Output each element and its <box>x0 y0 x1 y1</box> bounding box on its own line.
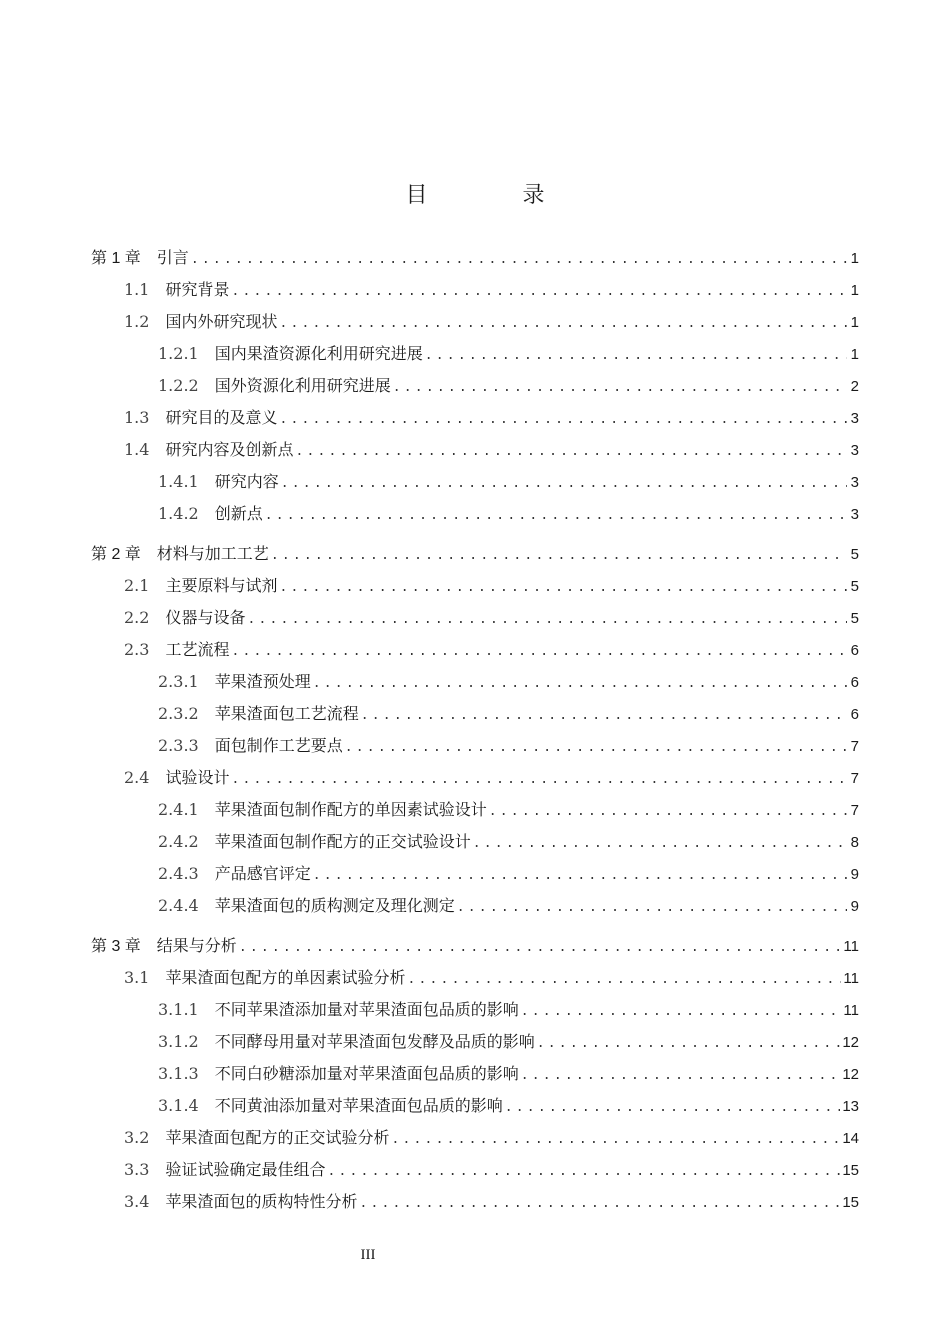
toc-entry-page: 5 <box>850 610 859 627</box>
toc-entry-page: 1 <box>850 282 859 299</box>
toc-entry-page: 9 <box>850 898 859 915</box>
toc-entry-page: 11 <box>843 938 859 955</box>
toc-entry-label: 苹果渣面包配方的单因素试验分析 <box>165 968 406 987</box>
toc-leader-dots <box>473 832 847 856</box>
toc-entry[interactable] <box>158 342 859 366</box>
toc-entry-label: 仪器与设备 <box>165 608 246 627</box>
toc-entry-number: 3.3 <box>124 1160 150 1179</box>
toc-entry-page: 3 <box>850 410 859 427</box>
toc-entry-number: 2.1 <box>124 576 150 595</box>
toc-entry-page: 15 <box>842 1162 859 1179</box>
toc-entry[interactable] <box>158 1062 859 1086</box>
toc-leader-dots <box>521 1000 842 1024</box>
toc-leader-dots <box>537 1032 841 1056</box>
toc-entry-page: 1 <box>850 314 859 331</box>
toc-entry[interactable] <box>124 966 859 990</box>
toc-entry[interactable] <box>158 830 859 854</box>
toc-entry-label: 国外资源化利用研究进展 <box>214 376 391 395</box>
toc-entry[interactable] <box>124 278 859 302</box>
toc-entry-page: 8 <box>850 834 859 851</box>
toc-leader-dots <box>231 640 847 664</box>
toc-entry[interactable] <box>124 574 859 598</box>
toc-leader-dots <box>361 704 847 728</box>
toc-entry-label: 不同白砂糖添加量对苹果渣面包品质的影响 <box>214 1064 519 1083</box>
toc-entry[interactable] <box>158 502 859 526</box>
toc-entry-label: 材料与加工工艺 <box>156 544 269 563</box>
toc-entry-number: 2.3.1 <box>158 672 199 691</box>
toc-entry-label: 面包制作工艺要点 <box>214 736 343 755</box>
toc-leader-dots <box>313 672 847 696</box>
toc-leader-dots <box>191 248 847 272</box>
toc-entry[interactable] <box>158 894 859 918</box>
toc-entry[interactable] <box>124 638 859 662</box>
toc-entry-label: 创新点 <box>214 504 263 523</box>
page-title: 目 录 <box>405 183 589 208</box>
toc-entry-page: 7 <box>850 802 859 819</box>
toc-entry-label: 不同苹果渣添加量对苹果渣面包品质的影响 <box>214 1000 519 1019</box>
toc-entry-number: 1.4.2 <box>158 504 199 523</box>
toc-entry-page: 7 <box>850 770 859 787</box>
toc-entry-label: 研究内容及创新点 <box>165 440 294 459</box>
toc-entry-number: 2.4 <box>124 768 150 787</box>
toc-leader-dots <box>489 800 847 824</box>
toc-entry-number: 1.3 <box>124 408 150 427</box>
toc-entry-label: 引言 <box>156 248 189 267</box>
toc-entry-page: 6 <box>850 706 859 723</box>
toc-entry-number: 3.1.1 <box>158 1000 199 1019</box>
toc-entry-label: 结果与分析 <box>156 936 237 955</box>
toc-leader-dots <box>505 1096 841 1120</box>
toc-leader-dots <box>393 376 847 400</box>
toc-entry-page: 3 <box>850 442 859 459</box>
toc-entry-page: 2 <box>850 378 859 395</box>
toc-entry-page: 1 <box>850 250 859 267</box>
toc-entry[interactable] <box>124 1190 859 1214</box>
toc-entry-label: 试验设计 <box>165 768 230 787</box>
toc-entry[interactable] <box>158 734 859 758</box>
toc-leader-dots <box>521 1064 841 1088</box>
toc-entry-label: 国内果渣资源化利用研究进展 <box>214 344 423 363</box>
toc-entry-page: 12 <box>842 1066 859 1083</box>
toc-entry[interactable] <box>124 310 859 334</box>
toc-entry[interactable] <box>158 1094 859 1118</box>
toc-leader-dots <box>391 1128 840 1152</box>
toc-entry-page: 6 <box>850 674 859 691</box>
toc-entry-page: 11 <box>843 1002 859 1019</box>
toc-entry-number: 3.1 <box>124 968 150 987</box>
toc-entry-number: 1.4 <box>124 440 150 459</box>
toc-entry-number: 3.2 <box>124 1128 150 1147</box>
toc-entry-label: 研究目的及意义 <box>165 408 278 427</box>
toc-entry-page: 6 <box>850 642 859 659</box>
toc-entry-label: 主要原料与试剂 <box>165 576 278 595</box>
toc-leader-dots <box>279 576 847 600</box>
toc-chapter-entry[interactable] <box>91 542 859 566</box>
toc-entry-label: 苹果渣面包工艺流程 <box>214 704 359 723</box>
toc-chapter-entry[interactable] <box>91 934 859 958</box>
toc-entry[interactable] <box>158 798 859 822</box>
toc-entry-label: 苹果渣面包的质构特性分析 <box>165 1192 358 1211</box>
toc-entry-page: 12 <box>842 1034 859 1051</box>
toc-leader-dots <box>295 440 847 464</box>
toc-leader-dots <box>271 544 847 568</box>
toc-entry-page: 5 <box>850 578 859 595</box>
toc-entry-number: 1.2 <box>124 312 150 331</box>
toc-entry-number: 第 2 章 <box>91 546 141 563</box>
toc-entry-number: 1.2.2 <box>158 376 199 395</box>
toc-entry-number: 1.1 <box>124 280 150 299</box>
toc-entry[interactable] <box>158 1030 859 1054</box>
toc-entry-label: 工艺流程 <box>165 640 230 659</box>
toc-entry-number: 2.3.3 <box>158 736 199 755</box>
toc-leader-dots <box>281 472 847 496</box>
toc-entry-page: 13 <box>842 1098 859 1115</box>
toc-entry-page: 5 <box>850 546 859 563</box>
toc-entry-number: 2.4.1 <box>158 800 199 819</box>
toc-entry-page: 7 <box>850 738 859 755</box>
toc-leader-dots <box>457 896 847 920</box>
toc-entry-number: 3.1.2 <box>158 1032 199 1051</box>
toc-leader-dots <box>359 1192 840 1216</box>
toc-leader-dots <box>327 1160 840 1184</box>
toc-entry[interactable] <box>158 470 859 494</box>
toc-entry-number: 2.3.2 <box>158 704 199 723</box>
toc-entry[interactable] <box>124 406 859 430</box>
toc-leader-dots <box>313 864 847 888</box>
toc-entry-label: 研究背景 <box>165 280 230 299</box>
toc-leader-dots <box>425 344 847 368</box>
toc-entry-page: 1 <box>850 346 859 363</box>
toc-entry-page: 9 <box>850 866 859 883</box>
toc-entry[interactable] <box>158 670 859 694</box>
toc-entry-number: 2.4.2 <box>158 832 199 851</box>
toc-entry-label: 不同黄油添加量对苹果渣面包品质的影响 <box>214 1096 503 1115</box>
toc-chapter-entry[interactable] <box>91 246 859 270</box>
toc-leader-dots <box>265 504 847 528</box>
toc-leader-dots <box>407 968 841 992</box>
toc-leader-dots <box>279 312 847 336</box>
toc-entry[interactable] <box>158 998 859 1022</box>
toc-entry[interactable] <box>124 1126 859 1150</box>
toc-entry-label: 苹果渣面包的质构测定及理化测定 <box>214 896 455 915</box>
toc-entry[interactable] <box>124 1158 859 1182</box>
toc-entry-number: 2.4.4 <box>158 896 199 915</box>
toc-leader-dots <box>239 936 842 960</box>
toc-entry-label: 产品感官评定 <box>214 864 311 883</box>
toc-entry-label: 研究内容 <box>214 472 279 491</box>
toc-entry-number: 1.4.1 <box>158 472 199 491</box>
toc-leader-dots <box>231 280 847 304</box>
toc-entry-label: 苹果渣预处理 <box>214 672 311 691</box>
toc-entry-page: 11 <box>843 970 859 987</box>
toc-entry-label: 国内外研究现状 <box>165 312 278 331</box>
toc-entry[interactable] <box>124 766 859 790</box>
toc-entry-label: 验证试验确定最佳组合 <box>165 1160 326 1179</box>
toc-entry[interactable] <box>124 606 859 630</box>
toc-leader-dots <box>345 736 847 760</box>
toc-entry-number: 3.1.3 <box>158 1064 199 1083</box>
toc-entry-number: 1.2.1 <box>158 344 199 363</box>
toc-entry-page: 15 <box>842 1194 859 1211</box>
toc-entry-number: 2.4.3 <box>158 864 199 883</box>
toc-entry[interactable] <box>124 438 859 462</box>
toc-entry-label: 苹果渣面包配方的正交试验分析 <box>165 1128 390 1147</box>
toc-entry-label: 苹果渣面包制作配方的单因素试验设计 <box>214 800 487 819</box>
toc-entry-number: 第 3 章 <box>91 938 141 955</box>
toc-entry-label: 不同酵母用量对苹果渣面包发酵及品质的影响 <box>214 1032 535 1051</box>
toc-entry-page: 3 <box>850 474 859 491</box>
toc-leader-dots <box>279 408 847 432</box>
toc-entry-page: 14 <box>842 1130 859 1147</box>
toc-leader-dots <box>247 608 847 632</box>
toc-entry-number: 3.1.4 <box>158 1096 199 1115</box>
toc-entry-label: 苹果渣面包制作配方的正交试验设计 <box>214 832 471 851</box>
toc-entry[interactable] <box>158 374 859 398</box>
toc-entry-number: 3.4 <box>124 1192 150 1211</box>
toc-entry-number: 第 1 章 <box>91 250 141 267</box>
toc-entry-number: 2.3 <box>124 640 150 659</box>
page-number-footer: III <box>360 1247 376 1263</box>
toc-leader-dots <box>231 768 847 792</box>
toc-entry[interactable] <box>158 862 859 886</box>
toc-entry-number: 2.2 <box>124 608 150 627</box>
toc-entry-page: 3 <box>850 506 859 523</box>
toc-entry[interactable] <box>158 702 859 726</box>
